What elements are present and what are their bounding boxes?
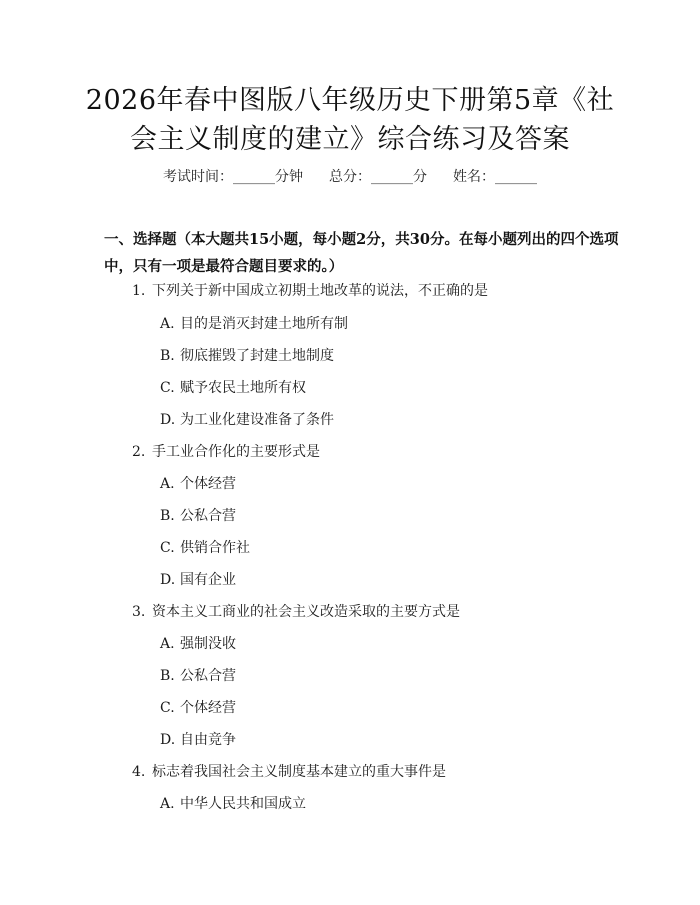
total-score-field: 总分：______分 — [329, 169, 427, 185]
option-letter: B. — [160, 348, 175, 364]
option-text: 赋予农民土地所有权 — [180, 380, 306, 396]
q1-option-b — [160, 345, 334, 365]
option-letter: A. — [160, 476, 175, 492]
question-number: 1. — [132, 283, 146, 299]
option-text: 供销合作社 — [180, 540, 250, 556]
q2-option-b — [160, 505, 236, 525]
option-letter: A. — [160, 636, 175, 652]
option-text: 公私合营 — [180, 668, 236, 684]
option-text: 国有企业 — [180, 572, 236, 588]
question-number: 2. — [132, 444, 146, 460]
option-letter: D. — [160, 732, 176, 748]
option-letter: B. — [160, 668, 175, 684]
option-text: 为工业化建设准备了条件 — [180, 412, 334, 428]
q2-option-a — [160, 473, 236, 493]
q1-option-a — [160, 313, 348, 333]
option-text: 公私合营 — [180, 508, 236, 524]
question-3 — [132, 601, 460, 621]
option-text: 彻底摧毁了封建土地制度 — [180, 348, 334, 364]
option-letter: D. — [160, 412, 176, 428]
q1-option-d — [160, 409, 334, 429]
option-letter: C. — [160, 380, 175, 396]
student-name-field: 姓名：______ — [453, 169, 537, 185]
question-number: 3. — [132, 604, 146, 620]
option-letter: C. — [160, 700, 175, 716]
question-number: 4. — [132, 764, 146, 780]
q4-option-a — [160, 793, 306, 813]
section-1-header: 一、选择题（本大题共15小题，每小题2分，共30分。在每小题列出的四个选项中，只有一项是最符合题目要求的。） — [104, 231, 619, 275]
q3-option-d — [160, 729, 236, 749]
question-4 — [132, 761, 446, 781]
question-2 — [132, 441, 320, 461]
option-letter: D. — [160, 572, 176, 588]
option-letter: B. — [160, 508, 175, 524]
document-title-line-1: 2026年春中图版八年级历史下册第5章《社 — [85, 85, 615, 116]
option-text: 自由竞争 — [180, 732, 236, 748]
q2-option-c — [160, 537, 250, 557]
option-letter: A. — [160, 796, 175, 812]
option-text: 个体经营 — [180, 476, 236, 492]
exam-info — [0, 166, 700, 186]
option-text: 强制没收 — [180, 636, 236, 652]
question-text: 标志着我国社会主义制度基本建立的重大事件是 — [152, 764, 446, 780]
option-text: 中华人民共和国成立 — [180, 796, 306, 812]
q3-option-b — [160, 665, 236, 685]
option-text: 个体经营 — [180, 700, 236, 716]
q3-option-a — [160, 633, 236, 653]
document-title-line-2: 会主义制度的建立》综合练习及答案 — [130, 124, 570, 155]
option-text: 目的是消灭封建土地所有制 — [180, 316, 348, 332]
option-letter: A. — [160, 316, 175, 332]
option-letter: C. — [160, 540, 175, 556]
question-text: 下列关于新中国成立初期土地改革的说法，不正确的是 — [152, 283, 488, 299]
q3-option-c — [160, 697, 236, 717]
q1-option-c — [160, 377, 306, 397]
question-text: 资本主义工商业的社会主义改造采取的主要方式是 — [152, 604, 460, 620]
question-text: 手工业合作化的主要形式是 — [152, 444, 320, 460]
question-1 — [132, 280, 488, 300]
q2-option-d — [160, 569, 236, 589]
exam-time-field: 考试时间：______分钟 — [163, 169, 303, 185]
